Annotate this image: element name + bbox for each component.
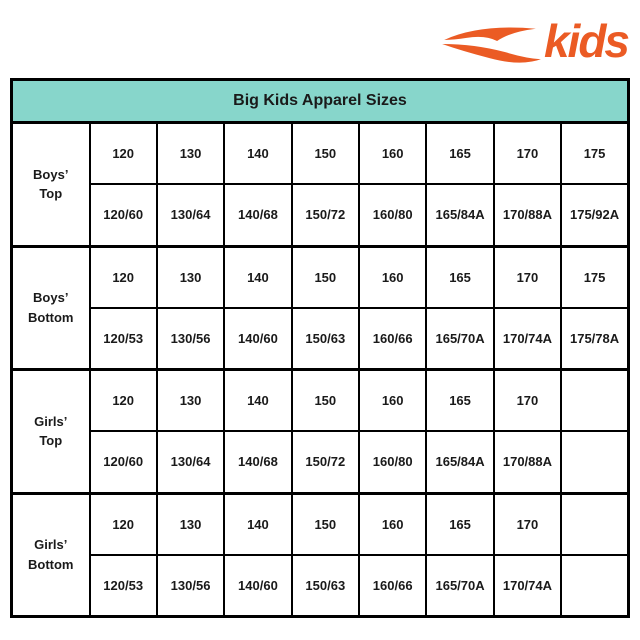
detail-size-cell: 170/88A (494, 184, 561, 246)
table-row (12, 370, 629, 432)
detail-size-cell: 140/68 (224, 431, 291, 493)
size-cell: 120 (90, 493, 157, 555)
detail-size-cell: 120/60 (90, 431, 157, 493)
size-cell: 165 (426, 123, 493, 185)
size-cell: 120 (90, 246, 157, 308)
detail-size-cell: 160/66 (359, 308, 426, 370)
table-row (12, 184, 629, 246)
row-group-label-line: Girls’ (34, 537, 68, 553)
row-group-label-line: Boys’ (33, 166, 69, 182)
size-cell: 130 (157, 493, 224, 555)
size-cell: 140 (224, 493, 291, 555)
detail-size-cell: 170/74A (494, 308, 561, 370)
brand-logo (434, 15, 628, 68)
table-row (12, 555, 629, 617)
table-row (12, 308, 629, 370)
size-cell: 150 (292, 246, 359, 308)
detail-size-cell: 140/68 (224, 184, 291, 246)
detail-size-cell: 175/92A (561, 184, 628, 246)
size-cell: 165 (426, 246, 493, 308)
detail-size-cell: 160/80 (359, 431, 426, 493)
size-cell (561, 370, 628, 432)
size-cell: 160 (359, 493, 426, 555)
size-cell: 120 (90, 370, 157, 432)
size-cell (561, 493, 628, 555)
size-cell: 140 (224, 246, 291, 308)
size-cell: 170 (494, 370, 561, 432)
table-row (12, 493, 629, 555)
row-group-label-line: Top (39, 433, 63, 449)
detail-size-cell: 165/84A (426, 431, 493, 493)
detail-size-cell (561, 555, 628, 617)
brand-kids-label: kids (543, 15, 628, 67)
row-group-label-line: Girls’ (34, 413, 68, 429)
detail-size-cell: 150/72 (292, 431, 359, 493)
detail-size-cell: 120/60 (90, 184, 157, 246)
size-cell: 150 (292, 123, 359, 185)
size-cell: 170 (494, 246, 561, 308)
table-header-row (12, 80, 629, 123)
row-group-label-girls-top (12, 370, 90, 494)
row-group-label-boys-bottom (12, 246, 90, 370)
detail-size-cell: 130/56 (157, 308, 224, 370)
size-cell: 160 (359, 246, 426, 308)
detail-size-cell: 140/60 (224, 555, 291, 617)
detail-size-cell: 130/56 (157, 555, 224, 617)
size-cell: 175 (561, 123, 628, 185)
size-cell: 175 (561, 246, 628, 308)
size-cell: 160 (359, 370, 426, 432)
detail-size-cell: 170/88A (494, 431, 561, 493)
size-cell: 170 (494, 123, 561, 185)
detail-size-cell: 175/78A (561, 308, 628, 370)
table-title: Big Kids Apparel Sizes (12, 80, 629, 123)
size-cell: 140 (224, 123, 291, 185)
size-cell: 120 (90, 123, 157, 185)
row-group-label-line: Bottom (28, 556, 74, 572)
detail-size-cell: 140/60 (224, 308, 291, 370)
detail-size-cell: 120/53 (90, 555, 157, 617)
table-row (12, 123, 629, 185)
size-cell: 170 (494, 493, 561, 555)
table-row (12, 246, 629, 308)
detail-size-cell: 150/63 (292, 308, 359, 370)
row-group-label-line: Top (39, 186, 63, 202)
detail-size-cell: 165/70A (426, 555, 493, 617)
table-row (12, 431, 629, 493)
size-cell: 150 (292, 493, 359, 555)
detail-size-cell: 150/72 (292, 184, 359, 246)
size-cell: 160 (359, 123, 426, 185)
detail-size-cell: 120/53 (90, 308, 157, 370)
size-cell: 165 (426, 370, 493, 432)
size-cell: 130 (157, 246, 224, 308)
row-group-label-boys-top (12, 123, 90, 247)
anta-swoosh-icon (434, 21, 546, 65)
size-cell: 150 (292, 370, 359, 432)
detail-size-cell: 160/66 (359, 555, 426, 617)
detail-size-cell: 165/70A (426, 308, 493, 370)
detail-size-cell (561, 431, 628, 493)
row-group-label-line: Boys’ (33, 290, 69, 306)
size-cell: 130 (157, 123, 224, 185)
detail-size-cell: 130/64 (157, 431, 224, 493)
detail-size-cell: 130/64 (157, 184, 224, 246)
size-cell: 165 (426, 493, 493, 555)
size-cell: 130 (157, 370, 224, 432)
row-group-label-girls-bottom (12, 493, 90, 617)
row-group-label-line: Bottom (28, 309, 74, 325)
size-cell: 140 (224, 370, 291, 432)
size-chart-table (10, 78, 630, 618)
detail-size-cell: 170/74A (494, 555, 561, 617)
detail-size-cell: 165/84A (426, 184, 493, 246)
detail-size-cell: 150/63 (292, 555, 359, 617)
detail-size-cell: 160/80 (359, 184, 426, 246)
